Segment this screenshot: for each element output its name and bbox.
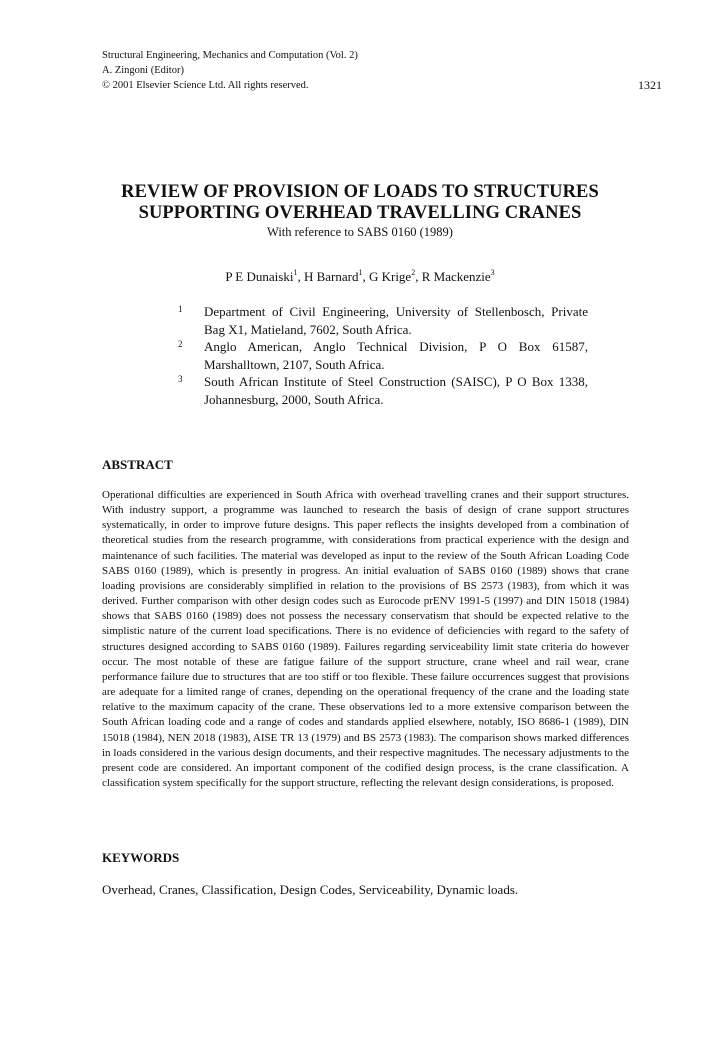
affiliation-item (178, 373, 588, 408)
author-name: P E Dunaiski (225, 269, 294, 284)
keywords-text: Overhead, Cranes, Classification, Design Codes, Serviceability, Dynamic loads. (102, 882, 519, 897)
paper-subtitle: With reference to SABS 0160 (1989) (267, 225, 453, 239)
author-name: G Krige (368, 269, 412, 284)
author-affiliation-mark: 2 (411, 268, 416, 277)
affiliation-number: 2 (178, 339, 183, 349)
author-affiliation-mark: 1 (293, 268, 298, 277)
author-affiliation-mark: 1 (358, 268, 363, 277)
author-list (60, 268, 660, 285)
page-number: 1321 (638, 78, 662, 92)
author-separator: , (297, 269, 304, 284)
author-name: H Barnard (303, 269, 359, 284)
paper-title-line-2: SUPPORTING OVERHEAD TRAVELLING CRANES (138, 203, 582, 223)
publication-header (102, 48, 662, 93)
affiliation-number: 3 (178, 374, 183, 384)
abstract-heading: ABSTRACT (102, 457, 173, 472)
affiliation-text: Department of Civil Engineering, University of Stellenbosch, Private Bag X1, Matieland, 7602, South Africa. (204, 304, 588, 337)
affiliation-item (178, 303, 588, 338)
affiliation-number: 1 (178, 304, 183, 314)
author-affiliation-mark: 3 (490, 268, 495, 277)
paper-title-line-1: REVIEW OF PROVISION OF LOADS TO STRUCTURES (121, 182, 599, 202)
title-block (60, 182, 660, 241)
affiliation-text: Anglo American, Anglo Technical Division, P O Box 61587, Marshalltown, 2107, South Africa. (204, 339, 588, 372)
editor-line: A. Zingoni (Editor) (102, 65, 184, 76)
copyright-line: © 2001 Elsevier Science Ltd. All rights reserved. (102, 80, 309, 91)
journal-line: Structural Engineering, Mechanics and Computation (Vol. 2) (102, 50, 358, 61)
author-separator: , (362, 269, 369, 284)
author-separator: , (415, 269, 422, 284)
author-name: R Mackenzie (421, 269, 491, 284)
affiliation-list (178, 303, 588, 408)
keywords-heading: KEYWORDS (102, 850, 180, 865)
affiliation-item (178, 338, 588, 373)
abstract-text: Operational difficulties are experienced in South Africa with overhead travelling cranes and their support structures. With industry support, a programme was launched to research the basis of design of crane support structures systematically, in order to improve future designs. This paper reflects the insights developed from a combination of theoretical studies from the research programme, with considerations from practical experience with the design and maintenance of such facilities. The material was developed as input to the review of the South African Loading Code SABS 0160 (1989), which is presently in progress. An initial evaluation of SABS 0160 (1989) shows that crane loading provisions are considerably simplified in relation to the provisions of BS 2573 (1983), from which it was derived. Further comparison with other design codes such as Eurocode prENV 1991-5 (1997) and DIN 15018 (1984) shows that SABS 0160 (1989) does not possess the necessary conservatism that should be expected relative to the simplistic nature of the current load specifications. There is no evidence of deficiencies with regard to the safety of structures designed according to SABS 0160 (1989). Failures regarding serviceability limit state criteria do however occur. The most notable of these are fatigue failure of the support structure, crane wheel and rail wear, crane performance failure due to structures that are too stiff or too flexible. These failure occurrences suggest that provisions are adequate for a limited range of cranes, depending on the operational frequency of the crane and the loading state relative to the maximum capacity of the crane. These observations led to a more extensive comparison between the South African loading code and a range of codes and standards applied elsewhere, notably, ISO 8686-1 (1989), DIN 15018 (1984), NEN 2018 (1983), AISE TR 13 (1979) and BS 2573 (1983). The comparison shows marked differences in loads considered in the various design documents, and their respective magnitudes. The necessary adjustments to the present code are considered. An important component of the codified design process, is the crane classification. A classification system specifically for the support structure, reflecting the relevant design considerations, is proposed. (102, 489, 629, 789)
affiliation-text: South African Institute of Steel Construction (SAISC), P O Box 1338, Johannesburg, 2000, South Africa. (204, 374, 588, 407)
